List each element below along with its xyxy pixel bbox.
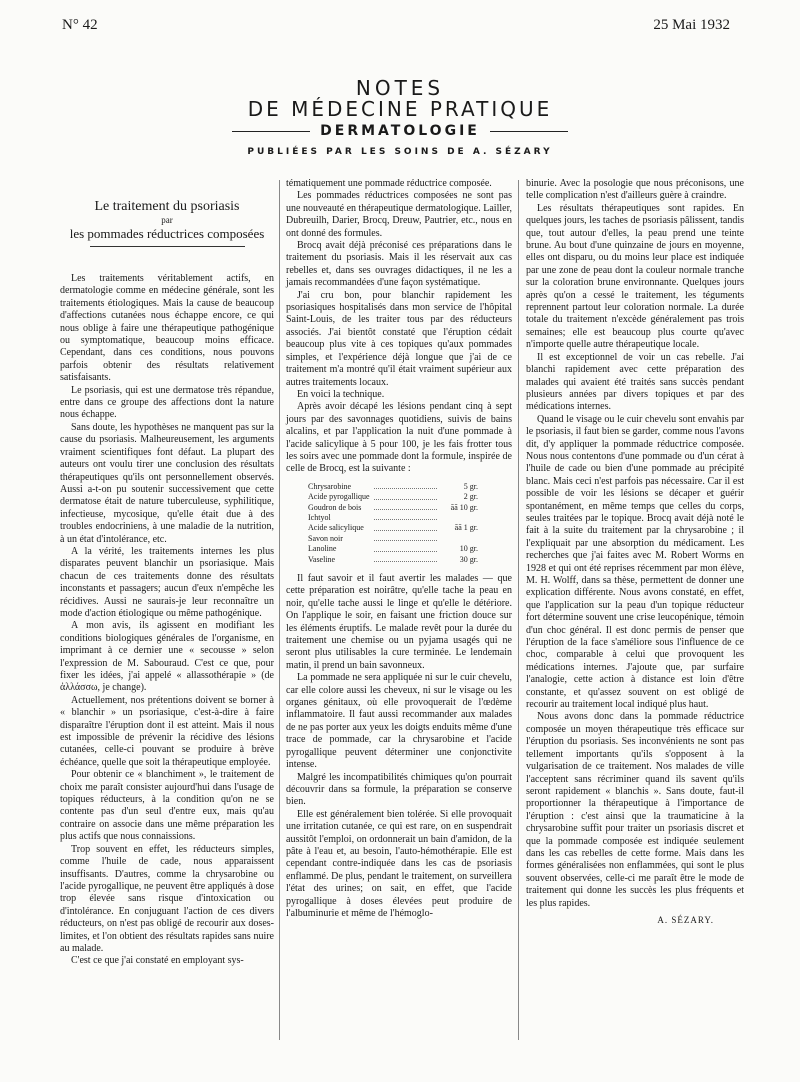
paragraph: Il faut savoir et il faut avertir les malades — que cette préparation est noirâtre, qu'elle tache la peau en noir, qu'elle tache aussi le linge et qu'elle le détériore. On l'applique le soir, en faisant une friction douce sur les éléments éruptifs. Le malade revêt pour la durée du traitement une chemise ou un pyjama usagés qui ne seront plus utilisables la cure terminée. Le lendemain matin, il prend un bain savonneux. — [286, 573, 512, 671]
paragraph: A mon avis, ils agissent en modifiant les conditions biologiques générales de l'organisme, en imprimant à ce dernier une « secousse » selon l'expression de M. Sabouraud. C'est ce que, pour fixer les idées, j'ai appelé « allassothérapie » (de ἀλλάσσω, je change). — [60, 620, 274, 694]
paragraph: Pour obtenir ce « blanchiment », le traitement de choix me paraît consister aujourd'hui dans l'usage de topiques réducteurs, à la condition qu'on ne se contente pas d'un seul d'entre eux, mais qu'au contraire on associe dans une même préparation les plus actifs que nous connaissions. — [60, 769, 274, 843]
ingredient-name: Chrysarobine — [308, 481, 352, 491]
paragraph: C'est ce que j'ai constaté en employant sys- — [71, 955, 244, 967]
paragraph: Nous avons donc dans la pommade réductrice composée un moyen thérapeutique très efficace sur l'éruption du psoriasis. Ses inconvénients ne sont pas tellement importants qu'ils s'opposent à la vulgarisation de ce traitement. Nos malades de ville l'acceptent sans récriminer quand ils savent qu'ils seront rapidement « blanchis ». Sans doute, faut-il proportionner la thérapeutique à l'importance de l'éruption : c'est ainsi que la traumaticine à la chrysarobine suffit pour traiter un psoriasis discret et que la pommade composée est indiquée seulement dans les cas rebelles de cette forme. Mais dans les formes généralisées non enflammées, qui sont le plus souvent observées, celle-ci me paraît être le mode de traitement qui donne les succès les plus fréquents et les plus rapides. — [526, 711, 744, 909]
ingredient-name: Savon noir — [308, 533, 343, 543]
byline: PUBLIÉES PAR LES SOINS DE A. SÉZARY — [247, 147, 553, 157]
section-heading — [0, 123, 800, 139]
formula-row — [308, 544, 478, 554]
paragraph: Les traitements véritablement actifs, en dermatologie comme en médecine générale, sont les traitements étiologiques. Mais la cause de beaucoup d'affections cutanées nous échappe encore, ce qui nous oblige à faire une thérapeutique pathogénique ou symptomatique, beaucoup moins efficace. Cependant, dans ces conditions, nous pouvons parfois obtenir des résultats relativement satisfaisants. — [60, 273, 274, 384]
paragraph: J'ai cru bon, pour blanchir rapidement les psoriasiques hospitalisés dans mon service de l'hôpital Saint-Louis, de les traiter tous par des réducteurs associés. J'ai bientôt constaté que l'éruption cédait beaucoup plus vite à ces topiques qu'aux pommades simples, et l'expérience déjà longue que j'ai de ce traitement m'a montré qu'il était vraiment supérieur aux autres traitements locaux. — [286, 289, 512, 388]
paragraph: Actuellement, nos prétentions doivent se borner à « blanchir » un psoriasique, c'est-à-dire à faire disparaître l'éruption dont il est atteint. Mais il nous est impossible de prévenir la récidive des lésions cutanées, celle-ci pouvant se produire à brève échéance, quelle que soit la thérapeutique employée. — [60, 694, 274, 768]
paragraph: Trop souvent en effet, les réducteurs simples, comme l'huile de cade, nous apparaissent insuffisants. D'autres, comme la chrysarobine ou l'acide pyrogallique, ne peuvent être appliqués à dose trop élevée sans risque d'intoxication ou d'intolérance. En conjuguant l'action de ces divers réducteurs, on n'est pas obligé de recourir aux doses-limites, et l'on obtient des résultats rapides sans nuire au malade. — [60, 843, 274, 954]
paragraph: En voici la technique. — [297, 388, 385, 400]
issue-date: 25 Mai 1932 — [653, 17, 730, 33]
paragraph: tématiquement une pommade réductrice composée. — [286, 178, 492, 189]
paragraph: Il est exceptionnel de voir un cas rebelle. J'ai blanchi rapidement avec cette préparation des malades qui avaient été traités sans succès pendant plusieurs années par divers topiques et par des médications internes. — [526, 351, 744, 413]
column-2 — [286, 178, 512, 920]
formula-row — [308, 513, 478, 523]
ingredient-quantity: 30 gr. — [459, 554, 478, 564]
paragraph: Quand le visage ou le cuir chevelu sont envahis par le psoriasis, il faut bien se garder, comme nous l'avons dit, d'y appliquer la pommade réductrice composée. Nous nous contentons d'une pommade ou d'un cérat à l'huile de cade ou bien d'une pommade au précipité blanc. Mais ceci n'est parfois pas nécessaire. Car il est possible de voir les lésions se décaper et guérir spontanément, en même temps que celles du corps, seules traitées par le topique. Brocq avait déjà noté le fait à la suite du traitement par la chrysarobine ; il l'expliquait par une absorption du médicament. Les recherches que j'ai faites avec M. Robert Worms en 1928 et qui ont été reprises récemment par mon élève, M. H. Wolff, dans sa thèse, permettent de donner une explication différente. Nous avons constaté, en effet, que l'application sur la peau d'un topique réducteur fort détermine souvent une crise leucopénique, témoin d'un choc général. Il est donc permis de penser que l'éruption de la face s'améliore sous l'influence de ce choc, comparable à celui que provoquent les médications internes. J'ajoute que, par surfaire l'analogie, cette action à distance est loin d'être constante, et qu'assez souvent on est obligé de recourir au traitement local indiqué plus haut. — [526, 413, 744, 711]
heading-rule-right — [490, 131, 568, 132]
ingredient-quantity — [440, 513, 478, 523]
ingredient-name: Vaseline — [308, 554, 336, 564]
ingredient-name: Lanoline — [308, 544, 337, 554]
paragraph: Brocq avait déjà préconisé ces préparations dans le traitement du psoriasis. Mais il les réservait aux cas rebelles et, dans ses ouvrages didactiques, il ne les a jamais recommandées d'une façon systématique. — [286, 240, 512, 289]
ingredient-quantity: āā 1 gr. — [454, 523, 478, 533]
column-divider — [279, 180, 280, 1040]
formula-row — [308, 523, 478, 533]
paragraph: La pommade ne sera appliquée ni sur le cuir chevelu, car elle colore aussi les cheveux, ni sur le visage ou les organes génitaux, où elle provoquerait de l'œdème inflammatoire. Il faut aussi recommander aux malades de ne pas porter aux yeux les doigts enduits même d'une trace de pommade, car la chrysarobine et l'acide pyrogallique peuvent déterminer une conjonctivite intense. — [286, 672, 512, 771]
ingredient-quantity: 2 gr. — [463, 492, 478, 502]
formula-row — [308, 492, 478, 502]
ingredient-name: Ichtyol — [308, 512, 331, 522]
formula-row — [308, 534, 478, 544]
article-title-par: par — [161, 215, 173, 225]
paragraph: Sans doute, les hypothèses ne manquent pas sur la cause du psoriasis. Malheureusement, les arguments vraiment scientifiques font défaut. La plupart des auteurs ont voulu tirer une conclusion des résultats thérapeutiques qu'ils ont personnellement observés. Aussi a-t-on pu soutenir successivement que cette dermatose était de nature tuberculeuse, syphilitique, infectieuse, mycosique, qu'elle était due à des troubles endocriniens, à une maladie de la nutrition, à un état d'intolérance, etc. — [60, 421, 274, 545]
ingredient-name: Goudron de bois — [308, 502, 362, 512]
publication-subtitle: DE MÉDECINE PRATIQUE — [247, 97, 553, 121]
formula-row — [308, 555, 478, 565]
formula-list — [308, 482, 478, 565]
paragraph: Malgré les incompatibilités chimiques qu'on pourrait découvrir dans sa formule, la préparation se conserve bien. — [286, 771, 512, 808]
column-3 — [526, 178, 744, 926]
ingredient-quantity: 5 gr. — [463, 481, 478, 491]
paragraph: Le psoriasis, qui est une dermatose très répandue, entre dans ce groupe des affections dont la nature nous échappe. — [60, 384, 274, 421]
paragraph: A la vérité, les traitements internes les plus disparates peuvent blanchir un psoriasique. Mais chacun de ces traitements donne des résultats inconstants et passagers; aucun d'eux n'empêche les récidives. Aussi ne saurais-je leur reconnaître un mode d'action étiologique ou même pathogénique. — [60, 545, 274, 619]
ingredient-quantity — [440, 534, 478, 544]
formula-row — [308, 482, 478, 492]
formula-row — [308, 503, 478, 513]
publication-title: NOTES — [355, 76, 445, 100]
article-title-line1: Le traitement du psoriasis — [94, 199, 240, 214]
article-title-line2: les pommades réductrices composées — [69, 226, 265, 241]
column-divider — [518, 180, 519, 1040]
paragraph: Après avoir décapé les lésions pendant cinq à sept jours par des savonnages quotidiens, suivis de bains alcalins, et par l'application la nuit d'une pommade à l'acide salicylique à 5 pour 100, je les fais frotter tous les soirs avec une pommade dont la formule, inspirée de celle de Brocq, est la suivante : — [286, 401, 512, 475]
title-rule — [90, 246, 245, 247]
issue-number: N° 42 — [62, 17, 98, 33]
paragraph: binurie. Avec la posologie que nous préconisons, une telle complication n'est d'ailleurs guère à craindre. — [526, 178, 744, 202]
ingredient-name: Acide salicylique — [308, 523, 364, 533]
ingredient-quantity: 10 gr. — [459, 544, 478, 554]
ingredient-name: Acide pyrogallique — [308, 492, 370, 502]
paragraph: Les pommades réductrices composées ne sont pas une nouveauté en thérapeutique dermatologique. Lailler, Dubreuilh, Darier, Brocq, Dreuw, Pautrier, etc., nous en ont donné des formules. — [286, 190, 512, 239]
ingredient-quantity: āā 10 gr. — [450, 502, 478, 512]
paragraph: Les résultats thérapeutiques sont rapides. En quelques jours, les taches de psoriasis pâlissent, tandis que, tout autour d'elles, la peau prend une teinte brune. Au bout d'une quinzaine de jours en moyenne, elles ont disparu, ou du moins leur place est indiquée par une zone de peau dont la couleur normale tranche sur la coloration brune environnante. Quelques jours après qu'on a cessé le traitement, les téguments reprennent partout leur coloration normale. La durée totale du traitement n'excède généralement pas trois semaines; elle est beaucoup plus courte qu'avec n'importe quelle autre thérapeutique locale. — [526, 202, 744, 351]
column-1 — [60, 178, 274, 968]
paragraph: Elle est généralement bien tolérée. Si elle provoquait une irritation cutanée, ce qui est rare, on en suspendrait aussitôt l'emploi, on ordonnerait un bain d'amidon, de la pâte à l'eau et, au besoin, l'auto-hémothérapie. Elle est cependant contre-indiquée dans les cas de psoriasis enflammé. De plus, pendant le traitement, on surveillera l'état des urines; on sait, en effet, que l'acide pyrogallique à doses élevées peut produire de l'albuminurie et même de l'hémoglo- — [286, 808, 512, 919]
heading-rule-left — [232, 131, 310, 132]
article-title — [60, 198, 274, 242]
section-title: DERMATOLOGIE — [320, 123, 480, 139]
author-signature: A. SÉZARY. — [657, 914, 714, 925]
